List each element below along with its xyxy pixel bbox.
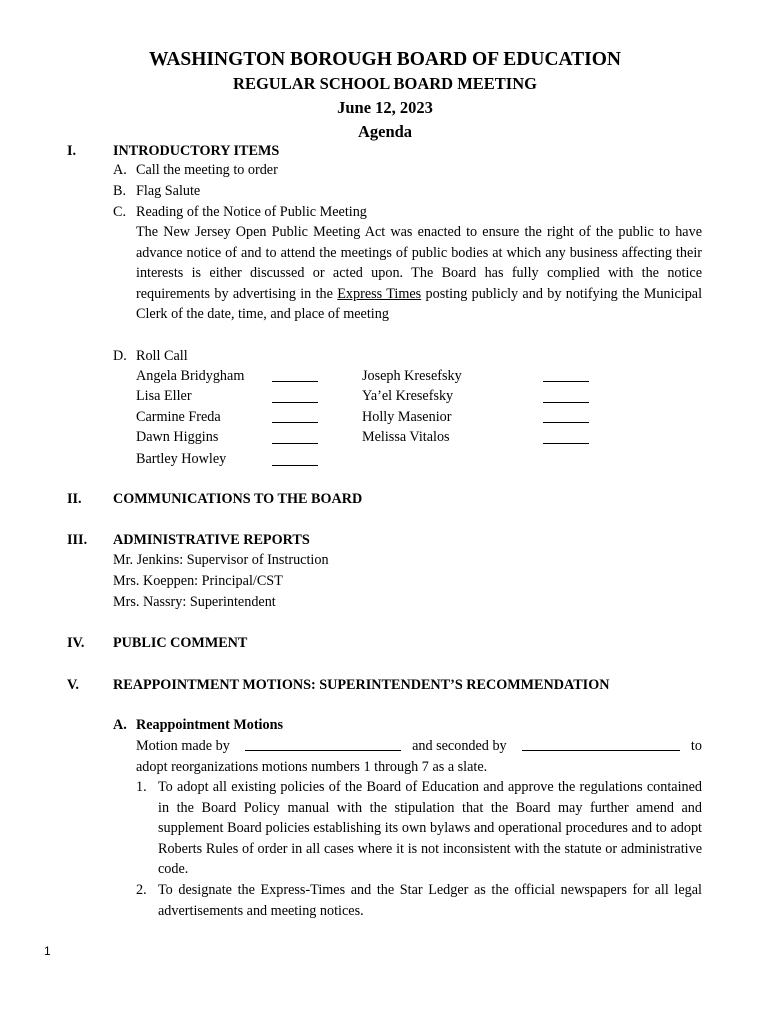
- agenda-heading: Agenda: [357, 122, 413, 141]
- board-title: WASHINGTON BOROUGH BOARD OF EDUCATION: [148, 49, 622, 70]
- roll-member: Carmine Freda: [136, 409, 221, 425]
- section-4-heading: PUBLIC COMMENT: [113, 635, 248, 651]
- motion-1-number: 1.: [136, 779, 147, 795]
- mover-blank: [245, 736, 401, 751]
- roll-blank: [543, 422, 589, 423]
- meeting-subtitle: REGULAR SCHOOL BOARD MEETING: [233, 74, 537, 93]
- roll-blank: [272, 402, 318, 403]
- roll-member: Joseph Kresefsky: [362, 368, 462, 384]
- notice-text-1: The New Jersey Open Public Meeting Act was enacted to ensure the right of the public to have advance notice of and to attend the meetings of public bodies at which any business affecting their interests is either discussed or acted upon. The Board has fully complied with the notice requirements by advertising in the: [136, 224, 702, 302]
- section-2-numeral: II.: [67, 491, 82, 507]
- page-number: 1: [44, 944, 51, 958]
- section-3-heading: ADMINISTRATIVE REPORTS: [113, 532, 310, 548]
- roll-blank: [272, 443, 318, 444]
- item-1a: [113, 160, 278, 181]
- motion-line: [136, 736, 702, 756]
- subsection-title: Reappointment Motions: [136, 717, 284, 733]
- roll-blank: [543, 381, 589, 382]
- motion-continuation: adopt reorganizations motions numbers 1 through 7 as a slate.: [136, 759, 488, 775]
- motion-seconded-by: and seconded by: [412, 738, 507, 754]
- roll-member: Holly Masenior: [362, 409, 452, 425]
- item-label: C.: [113, 204, 127, 220]
- item-text: Call the meeting to order: [136, 162, 278, 178]
- item-1c: [113, 202, 367, 223]
- item-text: Reading of the Notice of Public Meeting: [136, 204, 367, 220]
- motion-2-number: 2.: [136, 882, 147, 898]
- section-3-numeral: III.: [67, 532, 88, 548]
- subsection-label: A.: [113, 717, 127, 733]
- report-line: Mrs. Nassry: Superintendent: [113, 594, 276, 610]
- meeting-date: June 12, 2023: [337, 98, 433, 117]
- roll-blank: [543, 443, 589, 444]
- subsection-5a-heading: [113, 715, 283, 735]
- item-1b: [113, 181, 200, 202]
- item-label: B.: [113, 183, 127, 199]
- roll-blank: [543, 402, 589, 403]
- roll-blank: [272, 422, 318, 423]
- item-text: Flag Salute: [136, 183, 201, 199]
- motion-to: to: [690, 738, 702, 754]
- item-label: D.: [113, 348, 127, 364]
- roll-member: Dawn Higgins: [136, 429, 219, 445]
- notice-paragraph: [136, 222, 702, 325]
- motion-made-by: Motion made by: [136, 738, 230, 754]
- newspaper-name: Express Times: [337, 285, 422, 302]
- section-5-numeral: V.: [67, 677, 79, 693]
- motion-2-text: To designate the Express-Times and the Star Ledger as the official newspapers for all legal advertisements and meeting notices.: [158, 882, 702, 919]
- item-label: A.: [113, 162, 127, 178]
- notice-text-2: posting publicly and by notifying the Municipal Clerk of the date, time, and place of meeting: [136, 285, 703, 323]
- roll-member: Melissa Vitalos: [362, 429, 450, 445]
- item-text: Roll Call: [136, 348, 188, 364]
- motion-1-text: To adopt all existing policies of the Board of Education and approve the regulations contained in the Board Policy manual with the stipulation that the Board may further amend and supplement Board policies establishing its own bylaws and operational procedures and to adopt Roberts Rules of order in all cases where it is not inconsistent with the statute or administrative code.: [158, 779, 702, 878]
- roll-member: Angela Bridygham: [136, 368, 245, 384]
- report-line: Mrs. Koeppen: Principal/CST: [113, 573, 283, 589]
- section-2-heading: COMMUNICATIONS TO THE BOARD: [113, 491, 363, 507]
- section-4-numeral: IV.: [67, 635, 85, 651]
- roll-blank: [272, 465, 318, 466]
- section-1-numeral: I.: [67, 143, 77, 159]
- section-5-heading: REAPPOINTMENT MOTIONS: SUPERINTENDENT’S RECOMMENDATION: [113, 677, 610, 693]
- section-1-heading: INTRODUCTORY ITEMS: [113, 143, 280, 159]
- roll-member: Ya’el Kresefsky: [362, 388, 454, 404]
- roll-member: Bartley Howley: [136, 451, 227, 467]
- roll-member: Lisa Eller: [136, 388, 192, 404]
- roll-blank: [272, 381, 318, 382]
- report-line: Mr. Jenkins: Supervisor of Instruction: [113, 552, 329, 568]
- seconder-blank: [522, 736, 680, 751]
- item-1d: [113, 346, 188, 367]
